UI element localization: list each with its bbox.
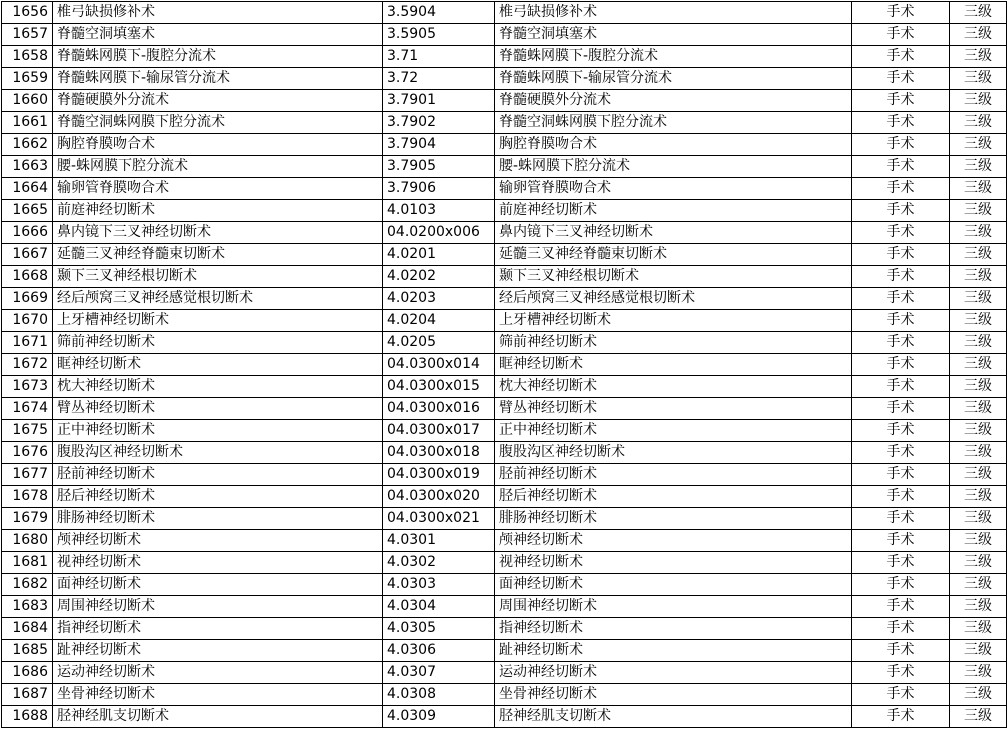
procedure-code-cell[interactable]: 3.72 bbox=[383, 68, 495, 90]
grade-level-cell[interactable]: 三级 bbox=[950, 222, 1007, 244]
category-cell[interactable]: 手术 bbox=[852, 156, 950, 178]
standard-name-cell[interactable]: 周围神经切断术 bbox=[495, 596, 852, 618]
row-number-cell[interactable]: 1661 bbox=[2, 112, 53, 134]
table-row[interactable] bbox=[2, 310, 1007, 332]
category-cell[interactable]: 手术 bbox=[852, 2, 950, 24]
standard-name-cell[interactable]: 腰-蛛网膜下腔分流术 bbox=[495, 156, 852, 178]
standard-name-cell[interactable]: 正中神经切断术 bbox=[495, 420, 852, 442]
row-number-cell[interactable]: 1673 bbox=[2, 376, 53, 398]
procedure-name-cell[interactable]: 眶神经切断术 bbox=[53, 354, 383, 376]
table-row[interactable] bbox=[2, 508, 1007, 530]
table-row[interactable] bbox=[2, 112, 1007, 134]
procedure-code-cell[interactable]: 3.7901 bbox=[383, 90, 495, 112]
standard-name-cell[interactable]: 胫前神经切断术 bbox=[495, 464, 852, 486]
grade-level-cell[interactable]: 三级 bbox=[950, 706, 1007, 728]
procedure-code-cell[interactable]: 3.7905 bbox=[383, 156, 495, 178]
grade-level-cell[interactable]: 三级 bbox=[950, 46, 1007, 68]
table-row[interactable] bbox=[2, 178, 1007, 200]
row-number-cell[interactable]: 1686 bbox=[2, 662, 53, 684]
procedure-code-cell[interactable]: 4.0103 bbox=[383, 200, 495, 222]
row-number-cell[interactable]: 1688 bbox=[2, 706, 53, 728]
procedure-name-cell[interactable]: 脊髓硬膜外分流术 bbox=[53, 90, 383, 112]
procedure-code-cell[interactable]: 4.0302 bbox=[383, 552, 495, 574]
category-cell[interactable]: 手术 bbox=[852, 442, 950, 464]
procedure-code-cell[interactable]: 04.0300x014 bbox=[383, 354, 495, 376]
category-cell[interactable]: 手术 bbox=[852, 288, 950, 310]
category-cell[interactable]: 手术 bbox=[852, 310, 950, 332]
procedure-name-cell[interactable]: 视神经切断术 bbox=[53, 552, 383, 574]
procedure-name-cell[interactable]: 颞下三叉神经根切断术 bbox=[53, 266, 383, 288]
grade-level-cell[interactable]: 三级 bbox=[950, 200, 1007, 222]
procedure-code-cell[interactable]: 4.0307 bbox=[383, 662, 495, 684]
category-cell[interactable]: 手术 bbox=[852, 332, 950, 354]
standard-name-cell[interactable]: 眶神经切断术 bbox=[495, 354, 852, 376]
grade-level-cell[interactable]: 三级 bbox=[950, 178, 1007, 200]
table-row[interactable] bbox=[2, 156, 1007, 178]
grade-level-cell[interactable]: 三级 bbox=[950, 288, 1007, 310]
procedure-name-cell[interactable]: 筛前神经切断术 bbox=[53, 332, 383, 354]
row-number-cell[interactable]: 1656 bbox=[2, 2, 53, 24]
standard-name-cell[interactable]: 脊髓空洞填塞术 bbox=[495, 24, 852, 46]
category-cell[interactable]: 手术 bbox=[852, 68, 950, 90]
grade-level-cell[interactable]: 三级 bbox=[950, 134, 1007, 156]
standard-name-cell[interactable]: 运动神经切断术 bbox=[495, 662, 852, 684]
standard-name-cell[interactable]: 鼻内镜下三叉神经切断术 bbox=[495, 222, 852, 244]
row-number-cell[interactable]: 1685 bbox=[2, 640, 53, 662]
procedure-code-cell[interactable]: 04.0300x015 bbox=[383, 376, 495, 398]
row-number-cell[interactable]: 1683 bbox=[2, 596, 53, 618]
grade-level-cell[interactable]: 三级 bbox=[950, 156, 1007, 178]
row-number-cell[interactable]: 1665 bbox=[2, 200, 53, 222]
row-number-cell[interactable]: 1681 bbox=[2, 552, 53, 574]
standard-name-cell[interactable]: 指神经切断术 bbox=[495, 618, 852, 640]
procedure-code-cell[interactable]: 4.0205 bbox=[383, 332, 495, 354]
procedure-code-cell[interactable]: 04.0200x006 bbox=[383, 222, 495, 244]
grade-level-cell[interactable]: 三级 bbox=[950, 376, 1007, 398]
row-number-cell[interactable]: 1659 bbox=[2, 68, 53, 90]
category-cell[interactable]: 手术 bbox=[852, 376, 950, 398]
table-row[interactable] bbox=[2, 706, 1007, 728]
procedure-name-cell[interactable]: 臂丛神经切断术 bbox=[53, 398, 383, 420]
procedure-name-cell[interactable]: 运动神经切断术 bbox=[53, 662, 383, 684]
procedure-name-cell[interactable]: 延髓三叉神经脊髓束切断术 bbox=[53, 244, 383, 266]
category-cell[interactable]: 手术 bbox=[852, 420, 950, 442]
category-cell[interactable]: 手术 bbox=[852, 46, 950, 68]
procedure-code-cell[interactable]: 4.0202 bbox=[383, 266, 495, 288]
standard-name-cell[interactable]: 胫神经肌支切断术 bbox=[495, 706, 852, 728]
procedure-name-cell[interactable]: 脊髓蛛网膜下-输尿管分流术 bbox=[53, 68, 383, 90]
grade-level-cell[interactable]: 三级 bbox=[950, 684, 1007, 706]
grade-level-cell[interactable]: 三级 bbox=[950, 68, 1007, 90]
category-cell[interactable]: 手术 bbox=[852, 222, 950, 244]
row-number-cell[interactable]: 1663 bbox=[2, 156, 53, 178]
table-row[interactable] bbox=[2, 90, 1007, 112]
row-number-cell[interactable]: 1662 bbox=[2, 134, 53, 156]
grade-level-cell[interactable]: 三级 bbox=[950, 508, 1007, 530]
procedure-code-cell[interactable]: 3.7902 bbox=[383, 112, 495, 134]
procedure-name-cell[interactable]: 输卵管脊膜吻合术 bbox=[53, 178, 383, 200]
procedure-code-cell[interactable]: 04.0300x018 bbox=[383, 442, 495, 464]
standard-name-cell[interactable]: 坐骨神经切断术 bbox=[495, 684, 852, 706]
row-number-cell[interactable]: 1664 bbox=[2, 178, 53, 200]
table-row[interactable] bbox=[2, 288, 1007, 310]
standard-name-cell[interactable]: 胸腔脊膜吻合术 bbox=[495, 134, 852, 156]
standard-name-cell[interactable]: 臂丛神经切断术 bbox=[495, 398, 852, 420]
row-number-cell[interactable]: 1667 bbox=[2, 244, 53, 266]
standard-name-cell[interactable]: 经后颅窝三叉神经感觉根切断术 bbox=[495, 288, 852, 310]
procedure-name-cell[interactable]: 腰-蛛网膜下腔分流术 bbox=[53, 156, 383, 178]
standard-name-cell[interactable]: 腓肠神经切断术 bbox=[495, 508, 852, 530]
category-cell[interactable]: 手术 bbox=[852, 266, 950, 288]
procedure-code-cell[interactable]: 4.0306 bbox=[383, 640, 495, 662]
table-row[interactable] bbox=[2, 640, 1007, 662]
procedure-name-cell[interactable]: 腓肠神经切断术 bbox=[53, 508, 383, 530]
procedure-code-cell[interactable]: 04.0300x019 bbox=[383, 464, 495, 486]
row-number-cell[interactable]: 1676 bbox=[2, 442, 53, 464]
procedure-name-cell[interactable]: 脊髓蛛网膜下-腹腔分流术 bbox=[53, 46, 383, 68]
grade-level-cell[interactable]: 三级 bbox=[950, 310, 1007, 332]
table-row[interactable] bbox=[2, 442, 1007, 464]
table-row[interactable] bbox=[2, 420, 1007, 442]
grade-level-cell[interactable]: 三级 bbox=[950, 640, 1007, 662]
row-number-cell[interactable]: 1678 bbox=[2, 486, 53, 508]
grade-level-cell[interactable]: 三级 bbox=[950, 244, 1007, 266]
row-number-cell[interactable]: 1680 bbox=[2, 530, 53, 552]
row-number-cell[interactable]: 1672 bbox=[2, 354, 53, 376]
row-number-cell[interactable]: 1675 bbox=[2, 420, 53, 442]
table-row[interactable] bbox=[2, 486, 1007, 508]
standard-name-cell[interactable]: 上牙槽神经切断术 bbox=[495, 310, 852, 332]
procedure-code-cell[interactable]: 4.0301 bbox=[383, 530, 495, 552]
table-row[interactable] bbox=[2, 46, 1007, 68]
procedure-code-cell[interactable]: 3.5904 bbox=[383, 2, 495, 24]
table-row[interactable] bbox=[2, 24, 1007, 46]
standard-name-cell[interactable]: 椎弓缺损修补术 bbox=[495, 2, 852, 24]
grade-level-cell[interactable]: 三级 bbox=[950, 596, 1007, 618]
procedure-code-cell[interactable]: 3.5905 bbox=[383, 24, 495, 46]
table-row[interactable] bbox=[2, 376, 1007, 398]
row-number-cell[interactable]: 1674 bbox=[2, 398, 53, 420]
standard-name-cell[interactable]: 脊髓蛛网膜下-腹腔分流术 bbox=[495, 46, 852, 68]
category-cell[interactable]: 手术 bbox=[852, 574, 950, 596]
row-number-cell[interactable]: 1666 bbox=[2, 222, 53, 244]
procedure-name-cell[interactable]: 胫神经肌支切断术 bbox=[53, 706, 383, 728]
procedure-code-cell[interactable]: 3.7904 bbox=[383, 134, 495, 156]
procedure-code-cell[interactable]: 4.0304 bbox=[383, 596, 495, 618]
procedure-code-cell[interactable]: 3.7906 bbox=[383, 178, 495, 200]
grade-level-cell[interactable]: 三级 bbox=[950, 530, 1007, 552]
grade-level-cell[interactable]: 三级 bbox=[950, 398, 1007, 420]
procedure-name-cell[interactable]: 趾神经切断术 bbox=[53, 640, 383, 662]
standard-name-cell[interactable]: 脊髓空洞蛛网膜下腔分流术 bbox=[495, 112, 852, 134]
procedure-code-cell[interactable]: 04.0300x020 bbox=[383, 486, 495, 508]
row-number-cell[interactable]: 1669 bbox=[2, 288, 53, 310]
procedure-table bbox=[1, 1, 1007, 728]
table-row[interactable] bbox=[2, 662, 1007, 684]
grade-level-cell[interactable]: 三级 bbox=[950, 442, 1007, 464]
category-cell[interactable]: 手术 bbox=[852, 706, 950, 728]
category-cell[interactable]: 手术 bbox=[852, 398, 950, 420]
table-row[interactable] bbox=[2, 596, 1007, 618]
row-number-cell[interactable]: 1679 bbox=[2, 508, 53, 530]
procedure-name-cell[interactable]: 面神经切断术 bbox=[53, 574, 383, 596]
table-row[interactable] bbox=[2, 68, 1007, 90]
procedure-name-cell[interactable]: 正中神经切断术 bbox=[53, 420, 383, 442]
procedure-code-cell[interactable]: 4.0204 bbox=[383, 310, 495, 332]
category-cell[interactable]: 手术 bbox=[852, 464, 950, 486]
procedure-name-cell[interactable]: 胫后神经切断术 bbox=[53, 486, 383, 508]
grade-level-cell[interactable]: 三级 bbox=[950, 574, 1007, 596]
procedure-code-cell[interactable]: 3.71 bbox=[383, 46, 495, 68]
procedure-name-cell[interactable]: 前庭神经切断术 bbox=[53, 200, 383, 222]
procedure-code-cell[interactable]: 4.0201 bbox=[383, 244, 495, 266]
grade-level-cell[interactable]: 三级 bbox=[950, 354, 1007, 376]
category-cell[interactable]: 手术 bbox=[852, 508, 950, 530]
category-cell[interactable]: 手术 bbox=[852, 354, 950, 376]
category-cell[interactable]: 手术 bbox=[852, 112, 950, 134]
category-cell[interactable]: 手术 bbox=[852, 552, 950, 574]
row-number-cell[interactable]: 1684 bbox=[2, 618, 53, 640]
category-cell[interactable]: 手术 bbox=[852, 486, 950, 508]
procedure-name-cell[interactable]: 经后颅窝三叉神经感觉根切断术 bbox=[53, 288, 383, 310]
grade-level-cell[interactable]: 三级 bbox=[950, 552, 1007, 574]
row-number-cell[interactable]: 1682 bbox=[2, 574, 53, 596]
standard-name-cell[interactable]: 脊髓蛛网膜下-输尿管分流术 bbox=[495, 68, 852, 90]
row-number-cell[interactable]: 1687 bbox=[2, 684, 53, 706]
standard-name-cell[interactable]: 趾神经切断术 bbox=[495, 640, 852, 662]
standard-name-cell[interactable]: 视神经切断术 bbox=[495, 552, 852, 574]
standard-name-cell[interactable]: 颅神经切断术 bbox=[495, 530, 852, 552]
procedure-name-cell[interactable]: 枕大神经切断术 bbox=[53, 376, 383, 398]
category-cell[interactable]: 手术 bbox=[852, 24, 950, 46]
procedure-name-cell[interactable]: 坐骨神经切断术 bbox=[53, 684, 383, 706]
procedure-code-cell[interactable]: 4.0203 bbox=[383, 288, 495, 310]
standard-name-cell[interactable]: 前庭神经切断术 bbox=[495, 200, 852, 222]
table-row[interactable] bbox=[2, 398, 1007, 420]
standard-name-cell[interactable]: 脊髓硬膜外分流术 bbox=[495, 90, 852, 112]
grade-level-cell[interactable]: 三级 bbox=[950, 464, 1007, 486]
grade-level-cell[interactable]: 三级 bbox=[950, 112, 1007, 134]
grade-level-cell[interactable]: 三级 bbox=[950, 662, 1007, 684]
table-row[interactable] bbox=[2, 332, 1007, 354]
table-row[interactable] bbox=[2, 552, 1007, 574]
row-number-cell[interactable]: 1658 bbox=[2, 46, 53, 68]
procedure-name-cell[interactable]: 周围神经切断术 bbox=[53, 596, 383, 618]
table-row[interactable] bbox=[2, 574, 1007, 596]
category-cell[interactable]: 手术 bbox=[852, 200, 950, 222]
grade-level-cell[interactable]: 三级 bbox=[950, 90, 1007, 112]
standard-name-cell[interactable]: 延髓三叉神经脊髓束切断术 bbox=[495, 244, 852, 266]
category-cell[interactable]: 手术 bbox=[852, 618, 950, 640]
row-number-cell[interactable]: 1671 bbox=[2, 332, 53, 354]
procedure-code-cell[interactable]: 04.0300x016 bbox=[383, 398, 495, 420]
procedure-name-cell[interactable]: 椎弓缺损修补术 bbox=[53, 2, 383, 24]
row-number-cell[interactable]: 1668 bbox=[2, 266, 53, 288]
grade-level-cell[interactable]: 三级 bbox=[950, 486, 1007, 508]
procedure-code-cell[interactable]: 04.0300x021 bbox=[383, 508, 495, 530]
procedure-name-cell[interactable]: 颅神经切断术 bbox=[53, 530, 383, 552]
procedure-name-cell[interactable]: 指神经切断术 bbox=[53, 618, 383, 640]
row-number-cell[interactable]: 1657 bbox=[2, 24, 53, 46]
procedure-name-cell[interactable]: 腹股沟区神经切断术 bbox=[53, 442, 383, 464]
standard-name-cell[interactable]: 枕大神经切断术 bbox=[495, 376, 852, 398]
table-row[interactable] bbox=[2, 2, 1007, 24]
table-row[interactable] bbox=[2, 244, 1007, 266]
table-body bbox=[2, 2, 1007, 728]
procedure-code-cell[interactable]: 4.0309 bbox=[383, 706, 495, 728]
standard-name-cell[interactable]: 输卵管脊膜吻合术 bbox=[495, 178, 852, 200]
procedure-code-cell[interactable]: 4.0305 bbox=[383, 618, 495, 640]
procedure-name-cell[interactable]: 脊髓空洞填塞术 bbox=[53, 24, 383, 46]
standard-name-cell[interactable]: 筛前神经切断术 bbox=[495, 332, 852, 354]
category-cell[interactable]: 手术 bbox=[852, 90, 950, 112]
category-cell[interactable]: 手术 bbox=[852, 640, 950, 662]
table-row[interactable] bbox=[2, 222, 1007, 244]
row-number-cell[interactable]: 1670 bbox=[2, 310, 53, 332]
standard-name-cell[interactable]: 面神经切断术 bbox=[495, 574, 852, 596]
table-row[interactable] bbox=[2, 618, 1007, 640]
procedure-name-cell[interactable]: 鼻内镜下三叉神经切断术 bbox=[53, 222, 383, 244]
category-cell[interactable]: 手术 bbox=[852, 134, 950, 156]
table-row[interactable] bbox=[2, 684, 1007, 706]
procedure-name-cell[interactable]: 上牙槽神经切断术 bbox=[53, 310, 383, 332]
grade-level-cell[interactable]: 三级 bbox=[950, 266, 1007, 288]
standard-name-cell[interactable]: 胫后神经切断术 bbox=[495, 486, 852, 508]
procedure-code-cell[interactable]: 4.0303 bbox=[383, 574, 495, 596]
category-cell[interactable]: 手术 bbox=[852, 244, 950, 266]
grade-level-cell[interactable]: 三级 bbox=[950, 2, 1007, 24]
table-row[interactable] bbox=[2, 200, 1007, 222]
table-row[interactable] bbox=[2, 266, 1007, 288]
category-cell[interactable]: 手术 bbox=[852, 596, 950, 618]
row-number-cell[interactable]: 1660 bbox=[2, 90, 53, 112]
category-cell[interactable]: 手术 bbox=[852, 662, 950, 684]
grade-level-cell[interactable]: 三级 bbox=[950, 420, 1007, 442]
table-row[interactable] bbox=[2, 464, 1007, 486]
procedure-name-cell[interactable]: 胸腔脊膜吻合术 bbox=[53, 134, 383, 156]
row-number-cell[interactable]: 1677 bbox=[2, 464, 53, 486]
procedure-code-cell[interactable]: 4.0308 bbox=[383, 684, 495, 706]
standard-name-cell[interactable]: 腹股沟区神经切断术 bbox=[495, 442, 852, 464]
table-row[interactable] bbox=[2, 134, 1007, 156]
table-row[interactable] bbox=[2, 530, 1007, 552]
standard-name-cell[interactable]: 颞下三叉神经根切断术 bbox=[495, 266, 852, 288]
grade-level-cell[interactable]: 三级 bbox=[950, 618, 1007, 640]
procedure-name-cell[interactable]: 脊髓空洞蛛网膜下腔分流术 bbox=[53, 112, 383, 134]
category-cell[interactable]: 手术 bbox=[852, 178, 950, 200]
grade-level-cell[interactable]: 三级 bbox=[950, 332, 1007, 354]
grade-level-cell[interactable]: 三级 bbox=[950, 24, 1007, 46]
procedure-code-cell[interactable]: 04.0300x017 bbox=[383, 420, 495, 442]
category-cell[interactable]: 手术 bbox=[852, 530, 950, 552]
table-row[interactable] bbox=[2, 354, 1007, 376]
category-cell[interactable]: 手术 bbox=[852, 684, 950, 706]
procedure-name-cell[interactable]: 胫前神经切断术 bbox=[53, 464, 383, 486]
